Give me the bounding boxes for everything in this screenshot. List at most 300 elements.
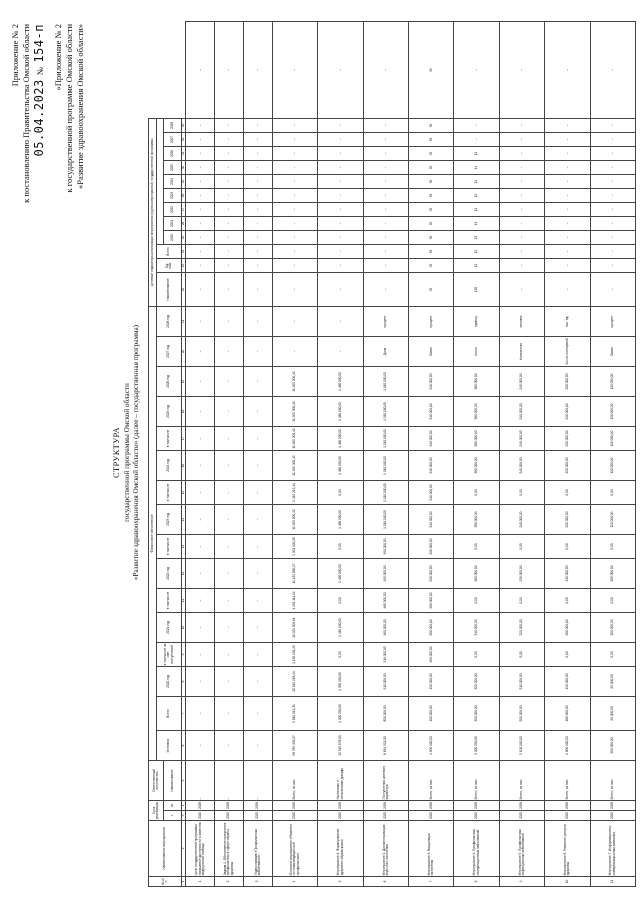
- table-cell: 1 010 000,00: [363, 367, 408, 397]
- table-cell: 910 000,00: [363, 667, 408, 697]
- table-cell: –: [244, 397, 273, 427]
- header-name: Наименование мероприятия: [149, 821, 182, 877]
- sub-header-year: 2024 год: [157, 451, 182, 481]
- table-cell: 100 000,00: [590, 613, 635, 643]
- table-cell: –: [318, 337, 363, 367]
- sub-header-year: 2027 год: [157, 337, 182, 367]
- table-cell: 95: [409, 118, 454, 132]
- table-cell: –: [215, 259, 244, 273]
- table-cell: 1 450 000,00: [318, 559, 363, 589]
- table-cell: –: [215, 245, 244, 259]
- table-cell: –: [186, 259, 215, 273]
- table-cell: –: [363, 147, 408, 161]
- table-cell: 960 000,00: [363, 589, 408, 613]
- row-term-to: 2028: [186, 801, 215, 811]
- document-title: [112, 0, 142, 905]
- row-term-from: 2020: [186, 811, 215, 821]
- column-number: 10: [182, 613, 186, 643]
- table-cell: 520 000,00: [409, 535, 454, 559]
- table-cell: 450 000,00: [409, 667, 454, 697]
- column-number: 14: [182, 505, 186, 535]
- table-row: [590, 22, 635, 887]
- table-cell: 0,00: [318, 481, 363, 505]
- table-cell: 990 000,00: [363, 535, 408, 559]
- table-cell: –: [215, 535, 244, 559]
- table-cell: –: [186, 217, 215, 231]
- table-cell: 14: [454, 203, 499, 217]
- table-cell: –: [215, 161, 244, 175]
- table-cell: –: [545, 175, 590, 189]
- table-cell: –: [590, 203, 635, 217]
- table-cell: 220 000,00: [545, 505, 590, 535]
- table-cell: 98 789 405,07: [272, 731, 317, 761]
- sub-header-year: 2024: [164, 175, 182, 189]
- table-cell: –: [244, 427, 273, 451]
- table-cell: –: [244, 643, 273, 667]
- table-cell: 190 000,00: [545, 667, 590, 697]
- table-cell: –: [590, 217, 635, 231]
- table-cell: 95: [409, 22, 454, 119]
- table-cell: –: [215, 22, 244, 119]
- table-cell: 0,00: [590, 535, 635, 559]
- table-cell: –: [499, 273, 544, 307]
- sub-header-year: 2020 год: [157, 667, 182, 697]
- row-number: 11: [590, 877, 635, 887]
- table-cell: 1 350 000,00: [318, 667, 363, 697]
- table-cell: 8 654 321,00: [363, 731, 408, 761]
- row-term-from: 2020: [590, 811, 635, 821]
- table-cell: –: [590, 147, 635, 161]
- table-cell: 0,00: [454, 643, 499, 667]
- table-cell: 1 200 000,00: [318, 697, 363, 731]
- table-cell: –: [590, 245, 635, 259]
- table-cell: 13: [454, 231, 499, 245]
- table-cell: –: [215, 189, 244, 203]
- table-cell: 95: [409, 273, 454, 307]
- table-cell: 450 000,00: [409, 643, 454, 667]
- sub-header-years: [157, 118, 164, 244]
- row-term-from: 2020: [409, 811, 454, 821]
- table-cell: –: [215, 231, 244, 245]
- table-cell: 14: [454, 161, 499, 175]
- table-cell: –: [215, 118, 244, 132]
- table-cell: Количество: [499, 337, 544, 367]
- table-cell: 540 000,00: [409, 427, 454, 451]
- column-number: 17: [182, 427, 186, 451]
- table-cell: –: [186, 231, 215, 245]
- table-cell: 1 010 000,00: [363, 427, 408, 451]
- table-cell: 0,00: [318, 643, 363, 667]
- table-cell: 380 000,00: [454, 367, 499, 397]
- table-cell: –: [318, 231, 363, 245]
- row-name: Мероприятие 4. Профилактика неинфекционных заболеваний: [454, 821, 499, 877]
- appendix-line: к постановлению Правительства Омской области: [20, 24, 31, 203]
- table-cell: 900 000,00: [590, 731, 635, 761]
- table-cell: 240 000,00: [499, 505, 544, 535]
- sub-header-year: 2026 год: [157, 367, 182, 397]
- table-cell: 400 000,00: [409, 697, 454, 731]
- table-cell: –: [244, 217, 273, 231]
- table-cell: –: [499, 147, 544, 161]
- table-cell: 110 000,00: [590, 367, 635, 397]
- table-row: [244, 22, 273, 887]
- table-cell: –: [272, 133, 317, 147]
- table-cell: –: [318, 175, 363, 189]
- table-cell: человек: [499, 307, 544, 337]
- table-cell: 90 000,00: [590, 697, 635, 731]
- table-cell: 540 000,00: [409, 505, 454, 535]
- row-name: Основное мероприятие «Развитие системы медицинской профилактики»: [272, 821, 317, 877]
- row-name: Мероприятие 6. Развитие центров здоровья: [545, 821, 590, 877]
- table-cell: –: [186, 481, 215, 505]
- sub-header-year: 2020: [164, 231, 182, 245]
- sub-header-year: в том числе за счет поступлений: [157, 643, 182, 667]
- column-number: 6: [182, 731, 186, 761]
- table-cell: –: [545, 231, 590, 245]
- row-term-to: 2028: [454, 801, 499, 811]
- row-term-to: 2028: [409, 801, 454, 811]
- table-cell: –: [215, 175, 244, 189]
- table-cell: –: [186, 245, 215, 259]
- row-name: Мероприятие 3. Вакцинация населения: [409, 821, 454, 877]
- table-cell: –: [244, 535, 273, 559]
- row-name: Цель государственной программы: повышение доступности и качества медицинской помощи: [186, 821, 215, 877]
- table-cell: 0,00: [454, 589, 499, 613]
- table-cell: 0,00: [545, 643, 590, 667]
- table-cell: –: [215, 427, 244, 451]
- table-cell: 540 000,00: [409, 367, 454, 397]
- row-name: Мероприятие 1. Формирование здорового образа жизни: [318, 821, 363, 877]
- table-cell: 11 905 300,42: [272, 397, 317, 427]
- sub-header-year: 2022: [164, 203, 182, 217]
- table-cell: –: [590, 189, 635, 203]
- column-number: 18: [182, 397, 186, 427]
- table-cell: 95: [409, 175, 454, 189]
- row-term-from: 2020: [363, 811, 408, 821]
- table-cell: –: [499, 22, 544, 119]
- table-cell: 11 905 300,42: [272, 451, 317, 481]
- table-cell: Охват: [409, 337, 454, 367]
- row-term-to: 2028: [363, 801, 408, 811]
- table-cell: 380 000,00: [454, 451, 499, 481]
- table-cell: –: [545, 217, 590, 231]
- table-cell: –: [215, 761, 244, 801]
- table-cell: 500 000,00: [409, 589, 454, 613]
- table-cell: –: [244, 161, 273, 175]
- table-cell: –: [272, 175, 317, 189]
- table-cell: –: [244, 203, 273, 217]
- table-cell: –: [590, 231, 635, 245]
- column-number: 29: [182, 175, 186, 189]
- table-cell: Всего, из них:: [409, 761, 454, 801]
- table-cell: –: [215, 133, 244, 147]
- table-cell: –: [215, 731, 244, 761]
- appendix-line: к государственной программе Омской области: [63, 24, 74, 193]
- table-cell: –: [244, 505, 273, 535]
- column-number: 25: [182, 231, 186, 245]
- table-cell: –: [272, 259, 317, 273]
- table-cell: 220 000,00: [545, 451, 590, 481]
- row-number: 6: [363, 877, 408, 887]
- table-cell: 1 010 000,00: [363, 505, 408, 535]
- table-cell: –: [545, 133, 590, 147]
- sub-header: Всего: [157, 245, 182, 259]
- table-cell: –: [318, 161, 363, 175]
- column-number: 1: [182, 877, 186, 887]
- table-cell: 850 000,00: [363, 697, 408, 731]
- table-cell: –: [272, 189, 317, 203]
- table-cell: 1 480 000,00: [318, 427, 363, 451]
- table-cell: –: [186, 761, 215, 801]
- table-cell: –: [186, 397, 215, 427]
- table-cell: 11 905 300,42: [272, 427, 317, 451]
- table-cell: –: [186, 307, 215, 337]
- column-number: 5: [182, 761, 186, 801]
- row-term-to: 2028: [244, 801, 273, 811]
- table-cell: –: [186, 147, 215, 161]
- table-row: [215, 22, 244, 887]
- row-name: Мероприятие 2. Диспансеризация взрослого населения: [363, 821, 408, 877]
- table-cell: 0,00: [499, 643, 544, 667]
- table-cell: 0,00: [318, 535, 363, 559]
- table-cell: –: [545, 147, 590, 161]
- column-number: 21: [182, 307, 186, 337]
- table-row: [499, 22, 544, 887]
- table-row: [454, 22, 499, 887]
- column-number: 7: [182, 697, 186, 731]
- table-cell: –: [215, 273, 244, 307]
- title-line-1: СТРУКТУРА: [112, 427, 121, 478]
- table-cell: Всего, из них:: [499, 761, 544, 801]
- column-number: 31: [182, 147, 186, 161]
- table-row: [318, 22, 363, 887]
- column-number: 2: [182, 821, 186, 877]
- handwritten-number: 154-п: [31, 24, 46, 63]
- table-cell: –: [590, 259, 635, 273]
- table-cell: –: [244, 189, 273, 203]
- table-cell: –: [363, 189, 408, 203]
- table-cell: тыс. ед.: [545, 307, 590, 337]
- header-finance: Финансовое обеспечение: [149, 307, 157, 761]
- table-cell: 105 000,00: [590, 559, 635, 589]
- row-number: 8: [454, 877, 499, 887]
- table-cell: –: [318, 217, 363, 231]
- table-cell: единиц: [454, 307, 499, 337]
- table-cell: –: [215, 451, 244, 481]
- table-cell: 210 000,00: [499, 667, 544, 697]
- table-cell: 0,00: [545, 589, 590, 613]
- table-cell: процент: [590, 307, 635, 337]
- table-cell: 12 345 678,00: [318, 731, 363, 761]
- sub-header-year: 2028: [164, 118, 182, 132]
- table-cell: 380 000,00: [454, 505, 499, 535]
- row-term-to: 2028: [545, 801, 590, 811]
- table-cell: –: [215, 307, 244, 337]
- table-cell: –: [272, 245, 317, 259]
- table-cell: 14: [454, 189, 499, 203]
- row-number: 3: [244, 877, 273, 887]
- table-cell: –: [215, 505, 244, 535]
- sub-header: Наименование: [157, 273, 182, 307]
- column-number: 11: [182, 589, 186, 613]
- table-cell: Поступления целевого характера: [363, 761, 408, 801]
- table-cell: 1 010 000,00: [363, 451, 408, 481]
- structure-table: [148, 21, 636, 887]
- row-term-from: 2020: [244, 811, 273, 821]
- column-number: 32: [182, 133, 186, 147]
- table-cell: 0,00: [545, 535, 590, 559]
- row-term-to: 2028: [590, 801, 635, 811]
- title-line-2: государственной программы Омской области: [122, 383, 131, 522]
- table-cell: –: [363, 175, 408, 189]
- table-cell: –: [363, 259, 408, 273]
- row-term-to: 2028: [318, 801, 363, 811]
- table-cell: –: [272, 273, 317, 307]
- table-cell: –: [215, 613, 244, 643]
- table-cell: 240 000,00: [499, 427, 544, 451]
- table-cell: –: [363, 245, 408, 259]
- sub-header-year: в том числе: [157, 589, 182, 613]
- table-cell: 11 905 300,42: [272, 367, 317, 397]
- table-cell: 95 000,00: [590, 667, 635, 697]
- table-cell: 200 000,00: [545, 613, 590, 643]
- sub-header: Наименование: [164, 761, 182, 801]
- table-cell: Охват: [590, 337, 635, 367]
- table-cell: 1 150 201,22: [272, 643, 317, 667]
- table-cell: –: [318, 307, 363, 337]
- table-cell: –: [215, 643, 244, 667]
- table-cell: –: [363, 22, 408, 119]
- column-number: 27: [182, 203, 186, 217]
- table-cell: 10 345 218,44: [272, 667, 317, 697]
- table-cell: –: [545, 203, 590, 217]
- table-cell: –: [186, 175, 215, 189]
- table-cell: –: [499, 217, 544, 231]
- table-cell: –: [244, 307, 273, 337]
- column-number: 26: [182, 217, 186, 231]
- sub-header: с: [164, 811, 182, 821]
- row-number: 4: [272, 877, 317, 887]
- table-cell: 0,00: [499, 481, 544, 505]
- table-cell: –: [272, 161, 317, 175]
- row-term-from: 2020: [318, 811, 363, 821]
- sub-header-year: в том числе: [157, 535, 182, 559]
- table-cell: 9 810 012,31: [272, 697, 317, 731]
- table-cell: Число: [454, 337, 499, 367]
- table-cell: 2 100 000,00: [499, 731, 544, 761]
- sub-header-year: 2021: [164, 217, 182, 231]
- table-cell: 95: [409, 259, 454, 273]
- table-cell: Число посещений: [545, 337, 590, 367]
- table-cell: –: [244, 273, 273, 307]
- table-cell: –: [363, 161, 408, 175]
- table-cell: –: [590, 273, 635, 307]
- column-number: 12: [182, 559, 186, 589]
- table-cell: –: [244, 589, 273, 613]
- table-cell: –: [318, 118, 363, 132]
- table-cell: 220 000,00: [545, 367, 590, 397]
- table-cell: –: [590, 118, 635, 132]
- column-number: 3: [182, 811, 186, 821]
- row-number: 5: [318, 877, 363, 887]
- column-number: 9: [182, 643, 186, 667]
- sub-header-year: 2023 год: [157, 505, 182, 535]
- table-cell: 180 000,00: [545, 697, 590, 731]
- row-term-from: 2020: [499, 811, 544, 821]
- table-cell: 11 432 650,17: [272, 559, 317, 589]
- table-cell: –: [186, 559, 215, 589]
- table-cell: 0,00: [590, 589, 635, 613]
- table-cell: –: [215, 147, 244, 161]
- table-cell: 110 000,00: [590, 427, 635, 451]
- table-cell: –: [499, 133, 544, 147]
- table-cell: –: [215, 367, 244, 397]
- table-cell: 960 000,00: [363, 613, 408, 643]
- table-cell: –: [244, 245, 273, 259]
- table-cell: –: [186, 133, 215, 147]
- sub-header-year: в том числе: [157, 481, 182, 505]
- table-cell: 3 200 000,00: [454, 731, 499, 761]
- table-cell: –: [244, 613, 273, 643]
- table-cell: 1 410 212,14: [272, 481, 317, 505]
- table-cell: 540 000,00: [409, 451, 454, 481]
- column-number: 13: [182, 535, 186, 559]
- table-cell: –: [186, 203, 215, 217]
- table-cell: 540 000,00: [409, 481, 454, 505]
- table-cell: 220 000,00: [545, 427, 590, 451]
- table-cell: –: [363, 118, 408, 132]
- row-number: 9: [499, 877, 544, 887]
- table-cell: –: [186, 643, 215, 667]
- table-cell: –: [590, 133, 635, 147]
- table-cell: –: [363, 133, 408, 147]
- table-cell: Налоговые и неналоговые доходы: [318, 761, 363, 801]
- table-cell: –: [244, 118, 273, 132]
- column-number: 28: [182, 189, 186, 203]
- column-number: 20: [182, 337, 186, 367]
- header-term: Срок реализации: [149, 801, 164, 821]
- column-number: 30: [182, 161, 186, 175]
- table-cell: 200 000,00: [499, 697, 544, 731]
- table-cell: 0,00: [590, 643, 635, 667]
- table-cell: 220 000,00: [545, 397, 590, 427]
- table-cell: –: [186, 451, 215, 481]
- table-cell: –: [244, 337, 273, 367]
- table-cell: 95: [409, 231, 454, 245]
- table-cell: 95: [409, 245, 454, 259]
- table-cell: –: [215, 217, 244, 231]
- table-cell: 380 000,00: [454, 427, 499, 451]
- table-cell: 340 000,00: [454, 613, 499, 643]
- table-cell: –: [186, 613, 215, 643]
- column-number: 33: [182, 118, 186, 132]
- table-cell: 11 905 300,42: [272, 505, 317, 535]
- table-cell: –: [215, 203, 244, 217]
- table-cell: 13: [454, 217, 499, 231]
- table-cell: –: [244, 133, 273, 147]
- column-number: 22: [182, 273, 186, 307]
- table-cell: 500 000,00: [409, 613, 454, 643]
- table-cell: –: [215, 559, 244, 589]
- table-cell: 1 410 000,00: [318, 613, 363, 643]
- table-cell: 0,00: [454, 481, 499, 505]
- table-cell: –: [454, 22, 499, 119]
- row-term-from: 2020: [454, 811, 499, 821]
- table-cell: –: [499, 189, 544, 203]
- table-cell: –: [186, 118, 215, 132]
- table-cell: –: [244, 667, 273, 697]
- header-indicators: Целевые индикаторы реализации мероприятия (группы мероприятий) государственной программы: [149, 118, 157, 306]
